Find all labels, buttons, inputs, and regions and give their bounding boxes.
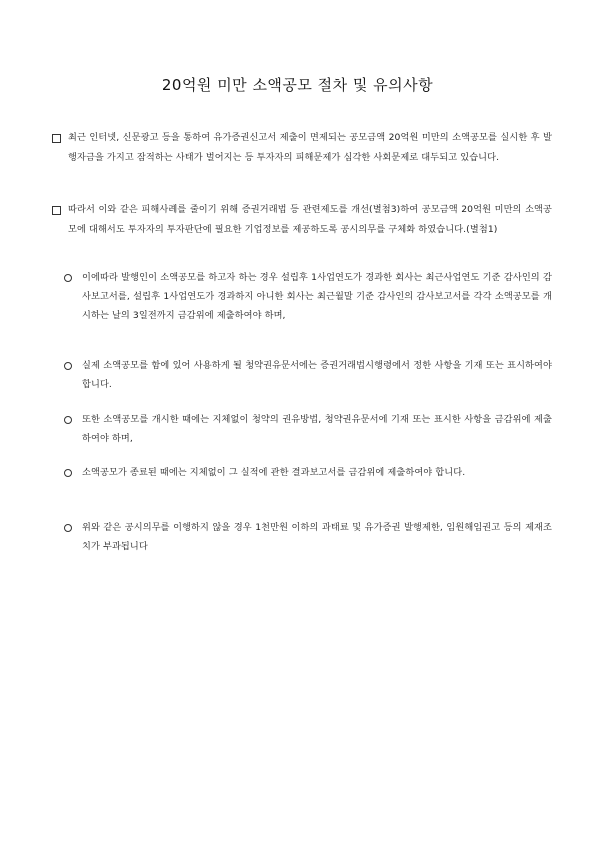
list-item xyxy=(64,410,552,448)
list-item xyxy=(64,268,552,325)
square-bullet-icon xyxy=(52,200,68,223)
list-item-text: 이에따라 발행인이 소액공모를 하고자 하는 경우 설립후 1사업연도가 경과한 회사는 최근사업연도 기준 감사인의 감사보고서를, 설립후 1사업연도가 경과하지 아니한 회사는 최근월말 기준 감사인의 감사보고서를 각각 소액공모를 개시하는 날의 3일전까지 금감위에 제출하여야 하며, xyxy=(82,272,552,321)
list-item xyxy=(64,463,552,482)
list-item-text: 실제 소액공모를 함에 있어 사용하게 될 청약권유문서에는 증권거래법시행령에서 정한 사항을 기재 또는 표시하여야 합니다. xyxy=(82,360,552,390)
paragraph-1 xyxy=(52,128,552,168)
paragraph-text: 따라서 이와 같은 피해사례를 줄이기 위해 증권거래법 등 관련제도를 개선(별첨3)하여 공모금액 20억원 미만의 소액공모에 대해서도 투자자의 투자판단에 필요한 기업정보를 제공하도록 공시의무를 구체화 하였습니다.(별첨1) xyxy=(68,204,552,235)
paragraph-text: 최근 인터넷, 신문광고 등을 통하여 유가증권신고서 제출이 면제되는 공모금액 20억원 미만의 소액공모를 실시한 후 발행자금을 가지고 잠적하는 사태가 벌어지는 등 투자자의 피해문제가 심각한 사회문제로 대두되고 있습니다. xyxy=(68,132,552,163)
list-item xyxy=(64,356,552,394)
list-item xyxy=(64,518,552,556)
list-item-text: 위와 같은 공시의무를 이행하지 않을 경우 1천만원 이하의 과태료 및 유가증권 발행제한, 임원해임권고 등의 제재조치가 부과됩니다 xyxy=(82,522,552,552)
circle-bullet-icon xyxy=(64,356,80,377)
list-item-text: 소액공모가 종료된 때에는 지체없이 그 실적에 관한 결과보고서를 금감위에 제출하여야 합니다. xyxy=(82,467,466,478)
list-item-text: 또한 소액공모를 개시한 때에는 지체없이 청약의 권유방법, 청약권유문서에 기재 또는 표시한 사항을 금감위에 제출하여야 하며, xyxy=(82,414,552,444)
paragraph-2 xyxy=(52,200,552,240)
circle-bullet-icon xyxy=(64,410,80,431)
circle-bullet-icon xyxy=(64,463,80,484)
page-title: 20억원 미만 소액공모 절차 및 유의사항 xyxy=(161,76,434,94)
circle-bullet-icon xyxy=(64,268,80,289)
square-bullet-icon xyxy=(52,128,68,151)
circle-bullet-icon xyxy=(64,518,80,539)
